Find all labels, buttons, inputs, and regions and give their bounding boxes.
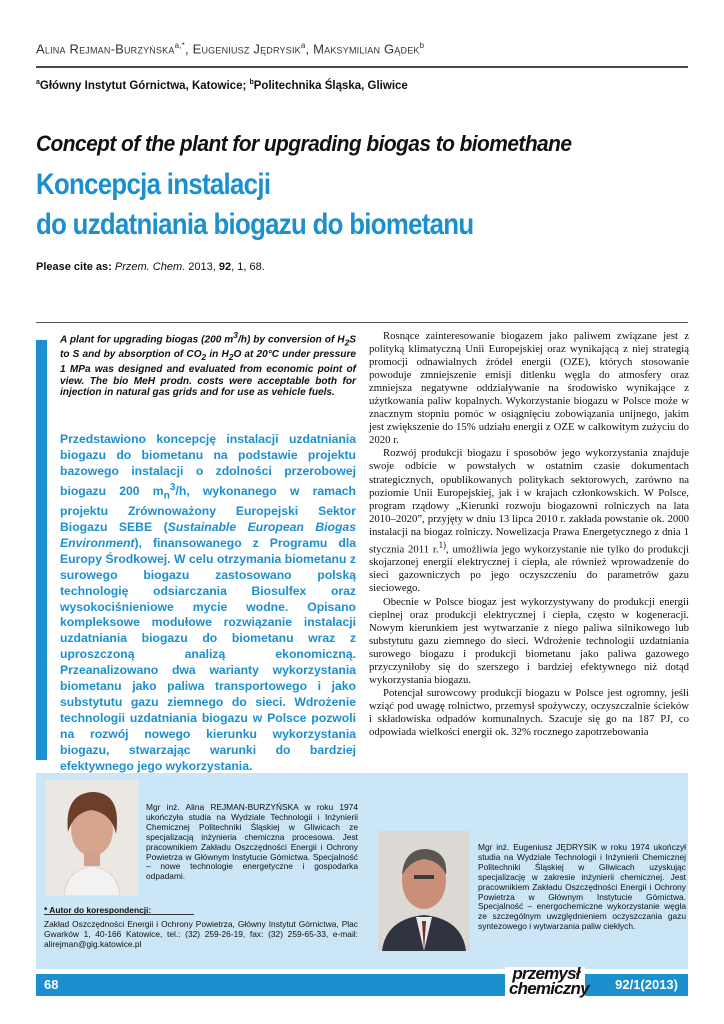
correspondence-details: Zakład Oszczędności Energii i Ochrony Powietrza, Główny Instytut Górnictwa, Plac Gwarków 1, 40-166 Katowice, tel.: (32) 259-26-19, fax: (32) 259-65-33, e-mail: alirejman@gig.katowice.pl <box>44 919 358 949</box>
author-portrait-icon <box>46 780 138 896</box>
journal-logo <box>509 964 589 998</box>
header-divider <box>36 66 688 68</box>
authors: Alina Rejman-Burzyńska$^{a,*}$, Eugeniusz Jędrysik$^a$, Maksymilian Gądek$^b$ <box>36 41 425 57</box>
citation-volume: 92 <box>218 261 232 273</box>
footer-bar <box>36 974 688 996</box>
abstract-accent-bar <box>36 340 47 760</box>
issue-number: 92/1(2013) <box>615 977 678 992</box>
correspondence-label: * Autor do korespondencji: <box>44 905 152 915</box>
page-number: 68 <box>44 977 59 992</box>
citation <box>36 261 265 273</box>
citation-rest: , 1, 68. <box>231 261 265 273</box>
author-portrait-icon <box>378 831 470 951</box>
author-photo-rejman <box>46 780 138 896</box>
author-bio-rejman: Mgr inż. Alina REJMAN-BURZYŃSKA w roku 1974 ukończyła studia na Wydziale Technologii i Inżynierii Chemicznej Politechniki Śląskiej w Gliwicach ze specjalizacją inżynieria chemiczna procesowa. Jest pracownikiem Zakładu Oszczędności Energii i Ochrony Powietrza w Głównym Instytucie Górnictwa. Specjalność – nowe technologie energetyczne i gospodarka odpadami. <box>146 802 358 882</box>
polish-title-line1: Koncepcja instalacji <box>36 168 271 201</box>
citation-label: Please cite as: <box>36 261 112 273</box>
polish-title-line2: do uzdatniania biogazu do biometanu <box>36 208 474 241</box>
english-title: Concept of the plant for upgrading biogas to biomethane <box>36 131 572 156</box>
body-paragraph: Rozwój produkcji biogazu i sposobów jego wykorzystania znajduje swoje odbicie w powstałych w ostatnim czasie dokumentach strategicznych, opublikowanych politykach sektorowych, zarówno na poziomie Unii Europejskiej, jak i w krajach członkowskich. W Polsce, program rządowy „Kierunki rozwoju biogazowni rolniczych na lata 2010–2020”, przyjęty w dniu 13 lipca 2010 r. zakłada powstanie ok. 2000 instalacji na biogaz rolniczy. Nowelizacja Prawa Energetycznego z dnia 1 stycznia 2011 r.$^{1)}$, umożliwia jego wykorzystanie nie tylko do produkcji skojarzonej energii elektrycznej i ciepła, ale również wprowadzenie do sieci gazowniczych po jego oczyszczeniu do parametrów gazu sieciowego. <box>369 447 689 595</box>
author-bio-jedrysik: Mgr inż. Eugeniusz JĘDRYSIK w roku 1974 ukończył studia na Wydziale Technologii i Inżynierii Chemicznej Politechniki Śląskiej w Gliwicach uzyskując specjalizację w zakresie inżynierii chemicznej. Jest pracownikiem Zakładu Oszczędności Energii i Ochrony Powietrza w Głównym Instytucie Górnictwa. Specjalność – energochemiczne wykorzystanie węgla ze szczególnym uwzględnieniem oczyszczania gazu syntezowego i wytwarzania paliw ciekłych. <box>478 842 686 932</box>
citation-journal: Przem. Chem. <box>114 261 186 273</box>
affiliations: $^a$Główny Instytut Górnictwa, Katowice; $^b$Politechnika Śląska, Gliwice <box>36 79 408 92</box>
body-text <box>369 330 689 739</box>
body-paragraph: Obecnie w Polsce biogaz jest wykorzystywany do produkcji energii cieplnej oraz produkcji elektrycznej i ciepła, często w kogeneracji. Nowym kierunkiem jest wytwarzanie z niego paliwa silnikowego lub substytutu gazu ziemnego do sieci. Wdrożenie technologii uzdatniania surowego biogazu i produkcji biometanu jako paliwa gazowego przyczyniłoby się do szerszego i bardziej efektywnego niż dotąd wykorzystania biogazu. <box>369 595 689 686</box>
abstract-polish: Przedstawiono koncepcję instalacji uzdatniania biogazu do biometanu na podstawie projektu bazowego instalacji o zdolności przerobowej biogazu 200 $m_n^3/h$, wykonanego w ramach projektu Zrównoważony Europejski Sektor Biogazu SEBE (Sustainable European Biogas Environment), finansowanego z Programu dla Europy Środkowej. W celu otrzymania biometanu z surowego biogazu zastosowano polską technologię odsiarczania Biosulfex oraz wysokociśnieniowe mycie wodne. Opisano kompleksowe modułowe rozwiązanie instalacji uzdatniania biogazu do biometanu wraz z uproszczoną analizą ekonomiczną. Przeanalizowano dwa warianty wykorzystania biometanu jako paliwa transportowego i jako substytutu gazu ziemnego do sieci. Wdrożenie technologii uzdatniania biogazu w Polsce pozwoli na rozwój nowego kierunku wykorzystania biogazu, stwarzając warunki do bardziej efektywnego jego wykorzystania. <box>60 432 356 773</box>
body-paragraph: Rosnące zainteresowanie biogazem jako paliwem związane jest z polityką klimatyczną Unii Europejskiej oraz wynikającą z niej strategią promocji odnawialnych źródeł energii (OZE), których stosowanie powoduje zmniejszenie emisji ditlenku węgla do atmosfery oraz zmniejsza negatywne oddziaływanie na środowisko wynikające z użytkowania paliw kopalnych. Wykorzystanie biogazu w Polsce może w znacznym stopniu pomóc w osiągnięciu zobowiązania unijnego, jakim jest zwiększenie do 15% udziału energii z OZE w całkowitym zużyciu do 2020 r. <box>369 330 689 447</box>
author-photo-jedrysik <box>378 831 470 951</box>
logo-line1: przemysł <box>512 964 580 983</box>
section-divider <box>36 322 688 323</box>
body-paragraph: Potencjał surowcowy produkcji biogazu w Polsce jest ogromny, jeśli wziąć pod uwagę rolnictwo, przemysł spożywczy, oczyszczalnie ścieków i składowiska odpadów komunalnych. Szacuje się go na 187 PJ, co odpowiada wielkości energii ok. 32% rocznego zapotrzebowania <box>369 686 689 738</box>
abstract-english: A plant for upgrading biogas (200 $m^3/h$) by conversion of $H_2S$ to S and by absorption of $CO_2$ in $H_2O$ at 20°C under pressure 1 MPa was designed and evaluated from economic point of view. The bio MeH prodn. costs were acceptable both for injection in natural gas grids and for use as vehicle fuels. <box>60 330 356 399</box>
citation-year: 2013, <box>188 261 219 273</box>
logo-line2: chemiczny <box>509 979 589 998</box>
correspondence-divider <box>44 914 194 915</box>
